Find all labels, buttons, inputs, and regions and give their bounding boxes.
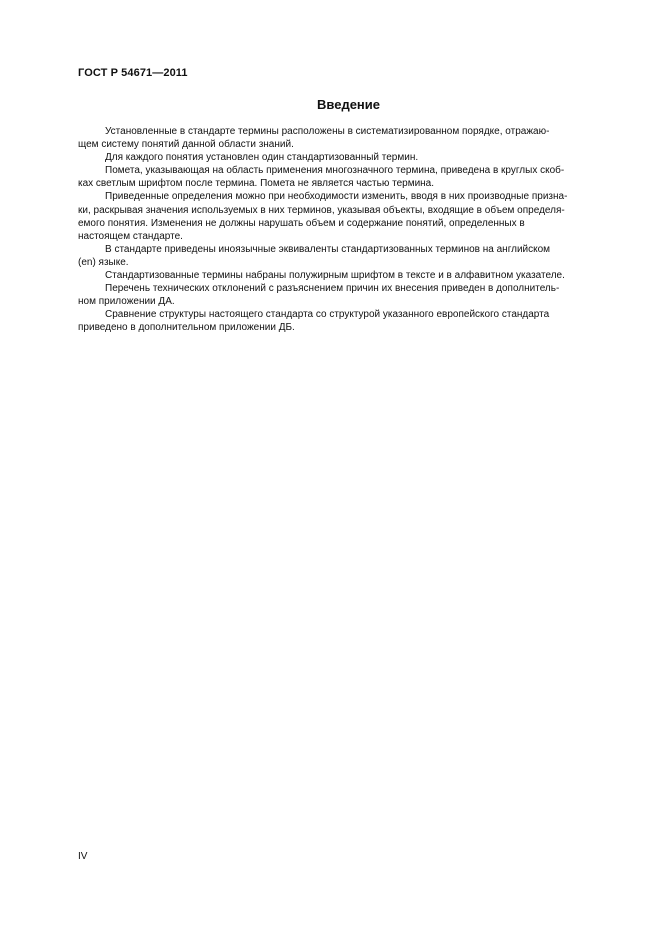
paragraph: Приведенные определения можно при необходимости изменить, вводя в них производные призна- ки, раскрывая значения используемых в них терминов, указывая объекты, входящие в объем определя- емого понятия. Изменения не должны нарушать объем и содержание понятий, определенных в настоящем стандарте.: [78, 191, 568, 242]
paragraph: Перечень технических отклонений с разъяснением причин их внесения приведен в дополнитель- ном приложении ДА.: [78, 283, 560, 308]
paragraph: В стандарте приведены иноязычные эквиваленты стандартизованных терминов на английском (en) языке.: [78, 243, 551, 268]
paragraph: Установленные в стандарте термины расположены в систематизированном порядке, отражаю- щем систему понятий данной области знаний.: [78, 126, 550, 151]
paragraph: Помета, указывающая на область применения многозначного термина, приведена в круглых скоб- ках светлым шрифтом после термина. Помета не является частью термина.: [78, 165, 565, 190]
paragraph: Сравнение структуры настоящего стандарта со структурой указанного европейского стандарта приведено в дополнительном приложении ДБ.: [78, 309, 550, 334]
paragraph: Для каждого понятия установлен один стандартизованный термин.: [105, 152, 419, 164]
introduction-body: [78, 125, 614, 335]
paragraph: Стандартизованные термины набраны полужирным шрифтом в тексте и в алфавитном указателе.: [105, 270, 565, 282]
document-code-header: ГОСТ Р 54671—2011: [78, 67, 188, 79]
page-number: IV: [78, 851, 88, 862]
section-title: Введение: [317, 97, 380, 112]
